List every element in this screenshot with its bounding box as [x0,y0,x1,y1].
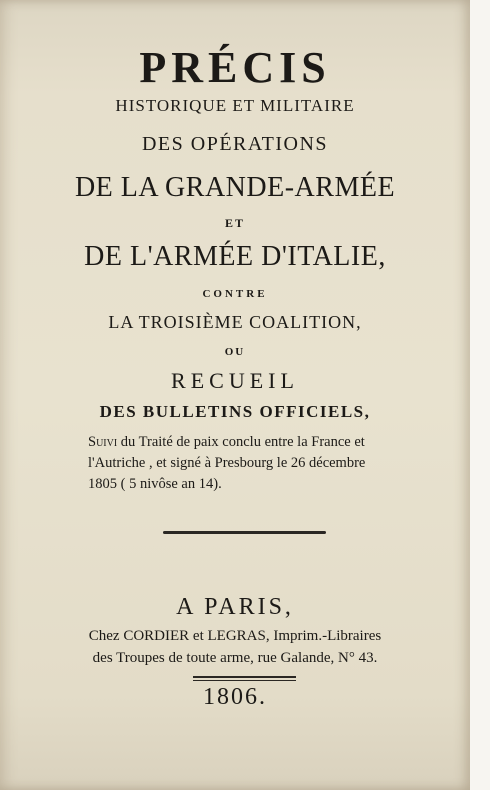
subtitle-line-2: DES OPÉRATIONS [141,133,329,155]
subtitle-line-3: DE LA GRANDE-ARMÉE [74,172,396,203]
double-rule-bottom [193,680,296,681]
treaty-paragraph [88,432,418,495]
imprint-place: A PARIS, [176,594,294,620]
paragraph-line-1 [88,432,418,453]
background-margin [470,0,490,790]
paragraph-suivi: Suivi [88,434,118,450]
conjunction-contre: CONTRE [202,288,268,300]
conjunction-ou: OU [224,346,246,358]
imprint-year: 1806. [203,684,267,710]
paragraph-line-1-text: du Traité de paix conclu entre la France et [117,434,365,450]
subtitle-line-4: DE L'ARMÉE D'ITALIE, [84,241,386,272]
divider-rule [163,531,326,534]
book-title: PRÉCIS [139,43,331,92]
subtitle-line-5: LA TROISIÈME COALITION, [108,312,362,332]
subtitle-line-1: HISTORIQUE ET MILITAIRE [115,96,355,115]
paragraph-line-3: 1805 ( 5 nivôse an 14). [88,476,222,492]
subtitle-line-7: DES BULLETINS OFFICIELS, [99,402,371,421]
imprint-publisher-line-1: Chez CORDIER et LEGRAS, Imprim.-Libraires [88,628,382,644]
subtitle-line-6: RECUEIL [171,368,299,393]
imprint-publisher-line-2: des Troupes de toute arme, rue Galande, N° 43. [92,650,378,666]
paragraph-line-2: l'Autriche , et signé à Presbourg le 26 décembre [88,455,366,471]
conjunction-et: ET [224,216,245,230]
double-rule-top [193,676,296,678]
